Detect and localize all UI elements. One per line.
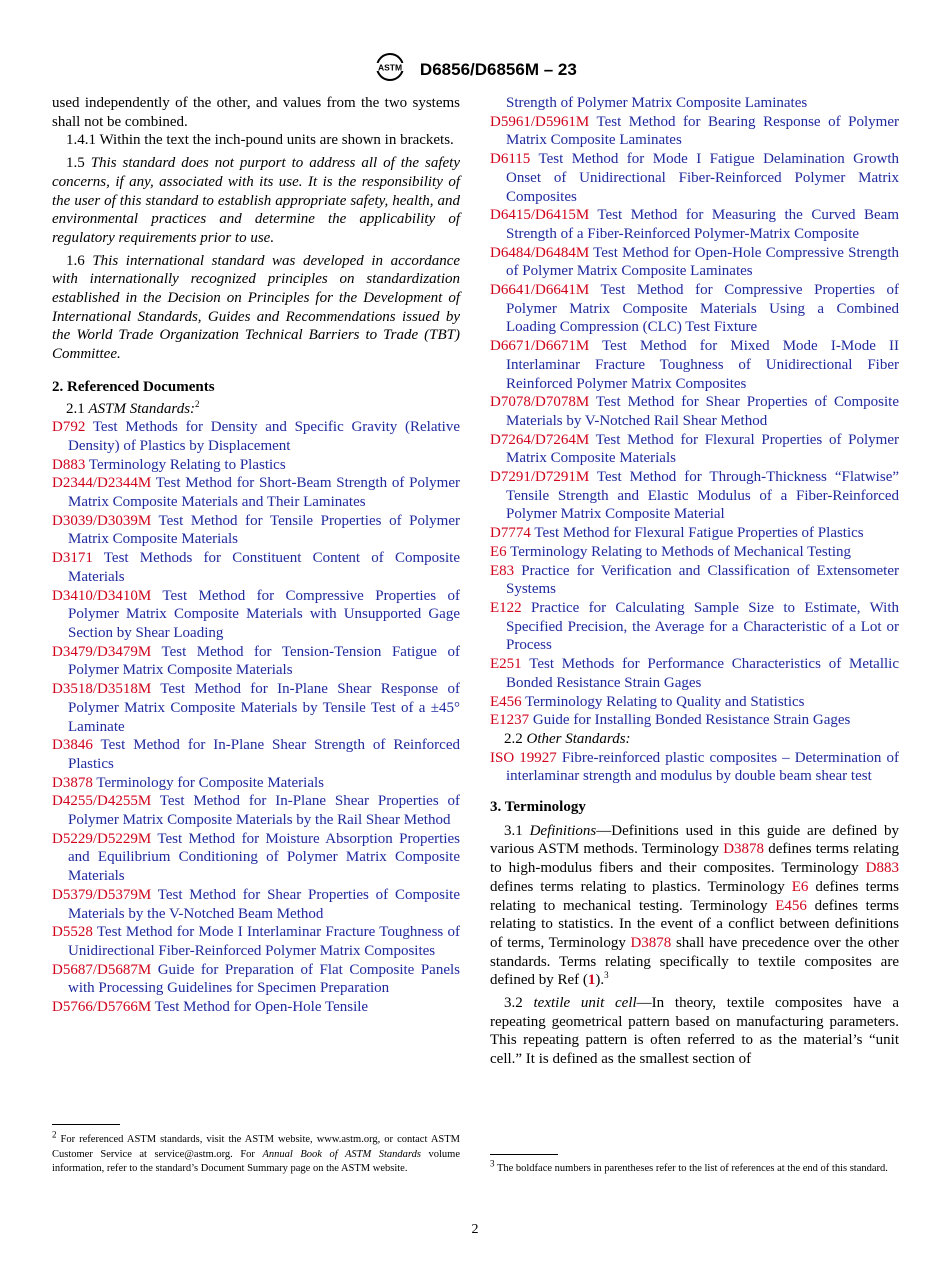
reference-item[interactable]: D3039/D3039M Test Method for Tensile Properties of Polymer Matrix Composite Materials [52, 512, 460, 548]
inline-citation-link[interactable]: 1 [587, 972, 596, 989]
inline-ref-link[interactable]: D3878 [630, 934, 672, 951]
section-heading-terminology: 3. Terminology [490, 799, 586, 816]
reference-item[interactable]: E1237 Guide for Installing Bonded Resistance Strain Gages [490, 712, 851, 729]
footnote-3: $^3$ The boldface numbers in parentheses refer to the list of references at the end of this standard. [490, 1158, 888, 1174]
reference-item[interactable]: D3878 Terminology for Composite Materials [52, 774, 324, 791]
inline-ref-link[interactable]: E456 [775, 897, 807, 914]
reference-item[interactable]: D7291/D7291M Test Method for Through-Thickness “Flatwise” Tensile Strength and Elastic Modulus of a Fiber-Reinforced Polymer Matrix Composite Material [490, 469, 900, 523]
reference-item[interactable]: E83 Practice for Verification and Classification of Extensometer Systems [490, 562, 900, 598]
reference-item[interactable]: D792 Test Methods for Density and Specific Gravity (Relative Density) of Plastics by Displacement [52, 419, 460, 454]
paragraph-3-1: 3.1 Definitions—Definitions used in this guide are defined by various ASTM methods. Terminology D3878 defines terms relating to high-modulus fibers and their composites. Terminology D883 defines terms relating to plastics. Terminology E6 defines terms relating to mechanical testing. Terminology E456 defines terms relating to statistics. In the event of a conflict between definitions of terms, Terminology D3878 shall have precedence over the other standards. Terms relating specifically to textile composites are defined by Ref (1).$^3$ [490, 822, 899, 989]
paragraph-1-4-1: 1.4.1 Within the text the inch-pound units are shown in brackets. [66, 132, 454, 149]
reference-item[interactable]: D3171 Test Methods for Constituent Content of Composite Materials [52, 550, 461, 585]
reference-item[interactable]: D2344/D2344M Test Method for Short-Beam Strength of Polymer Matrix Composite Materials and Their Laminates [52, 475, 461, 511]
left-column [52, 94, 460, 1017]
inline-ref-link[interactable]: E6 [791, 878, 809, 895]
reference-item[interactable]: D6484/D6484M Test Method for Open-Hole Compressive Strength of Polymer Matrix Composite Laminates [490, 244, 900, 280]
reference-list-right [490, 113, 899, 730]
reference-item[interactable]: E251 Test Methods for Performance Characteristics of Metallic Bonded Resistance Strain Gages [490, 656, 899, 691]
footnote-2: $^2$ For referenced ASTM standards, visit the ASTM website, www.astm.org, or contact ASTM Customer Service at service@astm.org. For Annual Book of ASTM Standards volume information, refer to the standard’s Document Summary page on the ASTM website. [52, 1129, 460, 1175]
reference-item[interactable]: E6 Terminology Relating to Methods of Mechanical Testing [490, 543, 852, 560]
reference-item[interactable]: D5766/D5766M Test Method for Open-Hole Tensile [52, 999, 369, 1016]
reference-item[interactable]: E122 Practice for Calculating Sample Size to Estimate, With Specified Precision, the Average for a Characteristic of a Lot or Process [490, 599, 899, 654]
right-column [490, 94, 899, 1069]
inline-ref-link[interactable]: D883 [865, 860, 899, 877]
reference-item[interactable]: D6641/D6641M Test Method for Compressive Properties of Polymer Matrix Composite Materials Using a Combined Loading Compression (CLC) Test Fixture [490, 282, 900, 336]
reference-item[interactable]: D5379/D5379M Test Method for Shear Properties of Composite Materials by the V-Notched Beam Method [52, 886, 460, 922]
reference-item[interactable]: D3479/D3479M Test Method for Tension-Tension Fatigue of Polymer Matrix Composite Materials [52, 643, 460, 679]
footnote-divider-right [490, 1154, 558, 1155]
reference-item[interactable]: D6115 Test Method for Mode I Fatigue Delamination Growth Onset of Unidirectional Fiber-Reinforced Polymer Matrix Composites [490, 151, 899, 205]
paragraph-2-1: 2.1 ASTM Standards:$^2$ [66, 398, 200, 417]
reference-item[interactable]: D6671/D6671M Test Method for Mixed Mode I-Mode II Interlaminar Fracture Toughness of Unidirectional Fiber Reinforced Polymer Matrix Composites [490, 338, 899, 392]
astm-logo-icon [373, 52, 407, 87]
reference-item[interactable]: D3846 Test Method for In-Plane Shear Strength of Reinforced Plastics [52, 737, 460, 772]
reference-item[interactable]: D5961/D5961M Test Method for Bearing Response of Polymer Matrix Composite Laminates [490, 113, 899, 149]
section-heading-referenced-documents: 2. Referenced Documents [52, 378, 215, 395]
reference-item[interactable]: D5528 Test Method for Mode I Interlaminar Fracture Toughness of Unidirectional Fiber-Reinforced Polymer Matrix Composites [52, 924, 460, 959]
paragraph-1-5: 1.5 This standard does not purport to address all of the safety concerns, if any, associated with its use. It is the responsibility of the user of this standard to establish appropriate safety, health, and environmental practices and determine the applicability of regulatory requirements prior to use. [52, 155, 461, 246]
reference-item[interactable]: E456 Terminology Relating to Quality and Statistics [490, 693, 805, 710]
reference-item[interactable]: D4255/D4255M Test Method for In-Plane Shear Properties of Polymer Matrix Composite Materials by the Rail Shear Method [52, 793, 461, 829]
reference-item[interactable]: D883 Terminology Relating to Plastics [52, 456, 286, 473]
reference-item[interactable]: D5687/D5687M Guide for Preparation of Flat Composite Panels with Processing Guidelines for Specimen Preparation [52, 961, 460, 997]
paragraph-1-6: 1.6 This international standard was developed in accordance with internationally recognized principles on standardization established in the Decision on Principles for the Development of International Standards, Guides and Recommendations issued by the World Trade Organization Technical Barriers to Trade (TBT) Committee. [52, 252, 461, 363]
reference-item-iso[interactable]: ISO 19927 Fibre-reinforced plastic composites – Determination of interlaminar strength and modulus by double beam shear test [490, 749, 899, 785]
reference-item[interactable]: D3518/D3518M Test Method for In-Plane Shear Response of Polymer Matrix Composite Materials by Tensile Test of a ±45° Laminate [52, 681, 460, 735]
document-designation: D6856/D6856M – 23 [419, 59, 577, 79]
reference-item[interactable]: D7078/D7078M Test Method for Shear Properties of Composite Materials by V-Notched Rail Shear Method [490, 394, 899, 429]
svg-text:ASTM: ASTM [378, 62, 403, 73]
reference-item[interactable]: D7774 Test Method for Flexural Fatigue Properties of Plastics [490, 525, 864, 542]
reference-continuation[interactable]: Strength of Polymer Matrix Composite Laminates [506, 95, 808, 111]
reference-list-left [52, 418, 460, 1017]
reference-item[interactable]: D5229/D5229M Test Method for Moisture Absorption Properties and Equilibrium Conditioning of Polymer Matrix Composite Materials [52, 830, 460, 885]
reference-item[interactable]: D7264/D7264M Test Method for Flexural Properties of Polymer Matrix Composite Materials [490, 431, 899, 467]
document-header [0, 52, 950, 87]
reference-item[interactable]: D3410/D3410M Test Method for Compressive Properties of Polymer Matrix Composite Materials with Unsupported Gage Section by Shear Loading [52, 587, 460, 641]
paragraph-3-2: 3.2 textile unit cell—In theory, textile composites have a repeating geometrical pattern based on manufacturing parameters. This repeating pattern is often referred to as the material’s “unit cell.” It is defined as the smallest section of [490, 995, 900, 1068]
inline-ref-link[interactable]: D3878 [723, 841, 765, 858]
paragraph-2-2: 2.2 Other Standards: [504, 730, 631, 747]
reference-item[interactable]: D6415/D6415M Test Method for Measuring the Curved Beam Strength of a Fiber-Reinforced Polymer-Matrix Composite [490, 207, 899, 242]
footnote-divider-left [52, 1124, 120, 1125]
page-number: 2 [471, 1222, 479, 1237]
paragraph-continuation: used independently of the other, and values from the two systems shall not be combined. [52, 95, 460, 130]
